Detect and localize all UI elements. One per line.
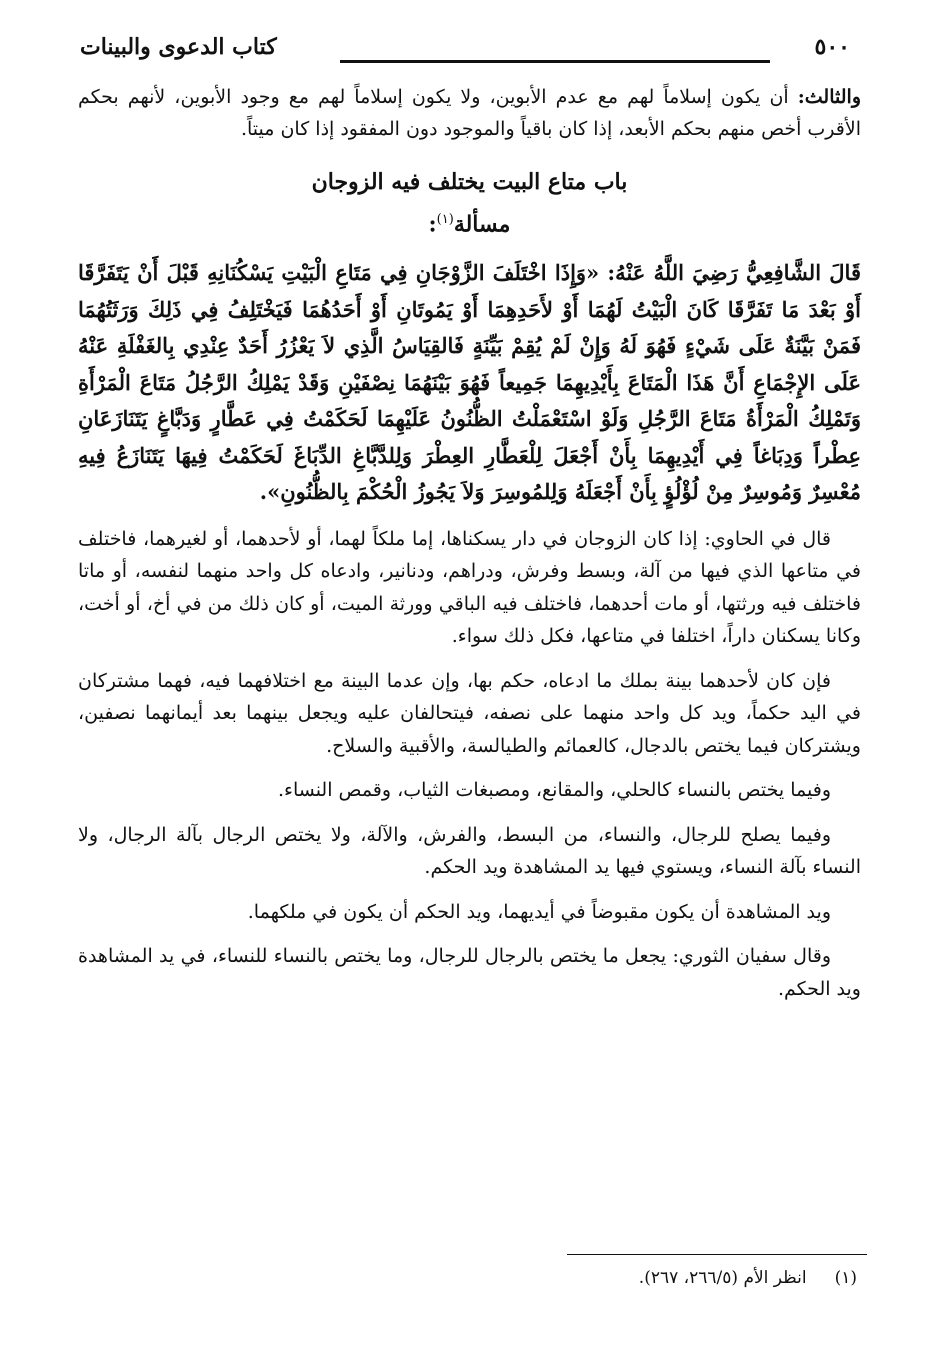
footnote [639, 1268, 857, 1288]
intro-text: أن يكون إسلاماً لهم مع عدم الأبوين، ولا يكون إسلاماً لهم مع وجود الأبوين، لأنهم بحكم الأقرب أخص منهم بحكم الأبعد، إذا كان باقياً والموجود دون المفقود إذا كان ميتاً. [78, 86, 861, 140]
footnote-rule [567, 1254, 867, 1255]
paragraph-5: ويد المشاهدة أن يكون مقبوضاً في أيديهما، ويد الحكم أن يكون في ملكهما. [247, 900, 831, 923]
paragraph-4: وفيما يصلح للرجال، والنساء، من البسط، والفرش، والآلة، ولا يختص الرجال بآلة الرجال، ولا النساء بآلة النساء، ويستوي فيها يد المشاهدة ويد الحكم. [78, 823, 861, 879]
header-rule [340, 60, 770, 63]
book-title: كتاب الدعوى والبينات [80, 34, 277, 60]
shafii-quote: قَالَ الشَّافِعِيُّ رَضِيَ اللَّهُ عَنْهُ: «وَإِذَا اخْتَلَفَ الزَّوْجَانِ فِي مَتَاعِ الْبَيْتِ يَسْكُنَانِهِ قَبْلَ أَنْ يَتَفَرَّقَا أَوْ بَعْدَ مَا تَفَرَّقَا كَانَ الْبَيْتُ لَهُمَا أَوْ لأَحَدِهِمَا أَوْ يَمُوتَانِ أَوْ أَحَدُهُمَا فَيَخْتَلِفُ فِي ذَلِكَ وَرَثَتُهُمَا فَمَنْ بَيَّنَةٌ عَلَى شَيْءٍ فَهُوَ لَهُ وَإِنْ لَمْ يُقِمْ بَيِّنَةٍ فَالقِيَاسُ الَّذِي لاَ يَعْزُرُ أَحَدٌ عِنْدِي بِالغَفْلَةِ عَنْهُ عَلَى الإِجْمَاعِ أَنَّ هَذَا الْمَتَاعَ بِأَيْدِيهِمَا جَمِيعاً فَهُوَ بَيْنَهُمَا نِصْفَيْنِ وَقَدْ يَمْلِكُ الرَّجُلُ مَتَاعَ الْمَرْأَةِ وَتَمْلِكُ الْمَرْأَةُ مَتَاعَ الرَّجُلِ وَلَوْ اسْتَعْمَلْتُ الظُّنُونُ عَلَيْهِمَا لَحَكَمْتُ فِي عَطَّارٍ وَدَبَّاغٍ يَتَنَازَعَانِ عِطْراً وَدِبَاغاً فِي أَيْدِيهِمَا بِأَنْ أَجْعَلَ لِلْعَطَّارِ العِطْرَ وَلِلدَّبَّاغِ الدِّبَاغَ لَحَكَمْتُ فِيهَا يَتَنَازَعُ فِيهِ مُعْسِرٌ وَمُوسِرٌ مِنْ لُؤْلُؤٍ بِأَنْ أَجْعَلَهُ وَلِلمُوسِرَ وَلاَ يَجُوزُ الْحُكْمَ بِالظُّنُونِ». [78, 260, 861, 505]
intro-lead: والثالث: [797, 86, 861, 108]
page-body [78, 82, 861, 1005]
paragraph-2: فإن كان لأحدهما بينة بملك ما ادعاه، حكم بها، وإن عدما البينة مع اختلافهما فيه، فهما مشتركان في اليد حكماً، ويد كل واحد منهما على نصفه، فيتحالفان عليه ويجعل بينهما بعد أيمانهما نصفين، ويشتركان فيما يختص بالدجال، كالعمائم والطيالسة، والأقبية والسلاح. [78, 669, 861, 757]
page-number: ٥٠٠ [814, 34, 850, 60]
footnote-number: (١) [834, 1268, 857, 1288]
issue-label: مسألة [453, 211, 511, 238]
issue-footnote-ref: (١) [436, 212, 454, 227]
chapter-title: باب متاع البيت يختلف فيه الزوجان [311, 169, 628, 195]
issue-title [78, 203, 861, 241]
paragraph-6: وقال سفيان الثوري: يجعل ما يختص بالرجال للرجال، وما يختص بالنساء للنساء، في يد المشاهدة ويد الحكم. [78, 945, 861, 1000]
issue-colon: : [428, 211, 437, 238]
paragraph-3: وفيما يختص بالنساء كالحلي، والمقانع، ومصبغات الثياب، وقمص النساء. [277, 779, 831, 802]
paragraph-1: قال في الحاوي: إذا كان الزوجان في دار يسكناها، إما ملكاً لهما، أو لأحدهما، أو لغيرهما، فاختلف في متاعها الذي فيها من آلة، وبسط وفرش، ودراهم، ودنانير، وادعاه كل واحد منهما لنفسه، أو ماتا فاختلف فيه ورثتها، أو مات أحدهما، فاختلف فيه الباقي وورثة الميت، أو كان ذلك من في أخ، أو أخت، وكانا يسكنان داراً، اختلفا في متاعها، فكل ذلك سواء. [78, 527, 861, 648]
page-header [80, 30, 850, 70]
intro-paragraph [78, 82, 861, 145]
footnote-text: انظر الأم (٢٦٦/٥، ٢٦٧). [638, 1268, 807, 1288]
